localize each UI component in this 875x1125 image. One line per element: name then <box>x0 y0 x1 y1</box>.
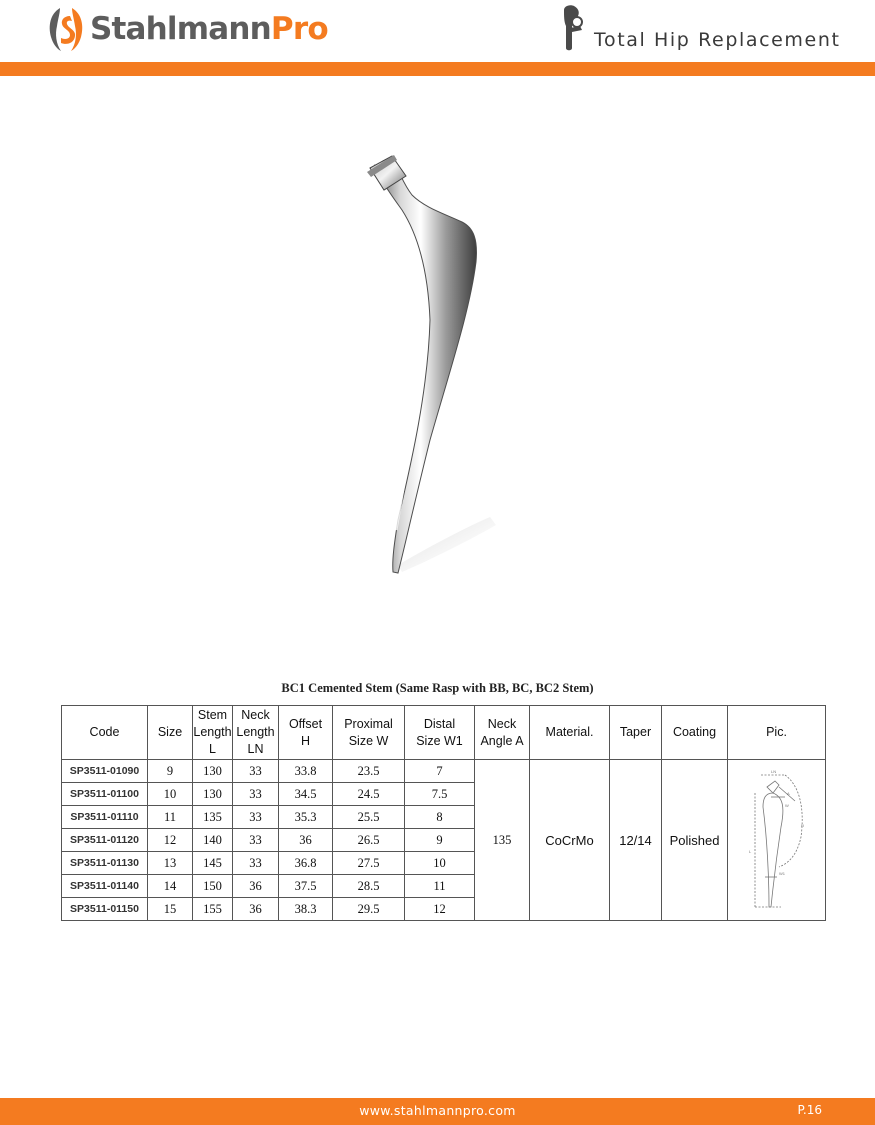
header-neck-length <box>233 706 279 760</box>
cell-size: 11 <box>148 806 193 829</box>
cell-proximal: 23.5 <box>333 760 405 783</box>
header-pic: Pic. <box>728 706 826 760</box>
page-footer <box>0 1098 875 1125</box>
header-neck-angle-line1: Neck <box>487 716 517 731</box>
svg-text:W: W <box>784 803 789 808</box>
cell-code: SP3511-01120 <box>62 829 148 852</box>
cell-proximal: 28.5 <box>333 875 405 898</box>
header-neck-angle <box>475 706 530 760</box>
cell-taper: 12/14 <box>610 760 662 921</box>
cell-code: SP3511-01110 <box>62 806 148 829</box>
svg-text:H: H <box>800 823 804 828</box>
cell-neck-length: 36 <box>233 875 279 898</box>
header-offset-line2: H <box>300 733 311 748</box>
svg-text:L: L <box>748 849 751 854</box>
cell-stem-length: 155 <box>193 898 233 921</box>
cell-material: CoCrMo <box>530 760 610 921</box>
cell-code: SP3511-01100 <box>62 783 148 806</box>
header-material: Material. <box>530 706 610 760</box>
table-row <box>62 760 826 783</box>
cell-neck-length: 36 <box>233 898 279 921</box>
header-code: Code <box>62 706 148 760</box>
header-neck-angle-line2: Angle A <box>480 733 524 748</box>
logo-mark-icon <box>48 4 84 54</box>
cell-offset: 37.5 <box>279 875 333 898</box>
cell-neck-length: 33 <box>233 760 279 783</box>
cell-offset: 36.8 <box>279 852 333 875</box>
cell-distal: 11 <box>405 875 475 898</box>
cell-distal: 8 <box>405 806 475 829</box>
cell-code: SP3511-01090 <box>62 760 148 783</box>
cell-size: 10 <box>148 783 193 806</box>
cell-offset: 38.3 <box>279 898 333 921</box>
cell-neck-length: 33 <box>233 852 279 875</box>
header-accent-bar <box>0 62 875 76</box>
cell-neck-length: 33 <box>233 806 279 829</box>
cell-offset: 36 <box>279 829 333 852</box>
cell-stem-length: 135 <box>193 806 233 829</box>
cell-distal: 9 <box>405 829 475 852</box>
cell-code: SP3511-01150 <box>62 898 148 921</box>
header-distal-size <box>405 706 475 760</box>
cell-proximal: 26.5 <box>333 829 405 852</box>
cell-offset: 34.5 <box>279 783 333 806</box>
header-stem-length-line2: Length <box>193 725 232 739</box>
cell-neck-angle: 135 <box>475 760 530 921</box>
header-coating: Coating <box>662 706 728 760</box>
cell-proximal: 25.5 <box>333 806 405 829</box>
header-size: Size <box>148 706 193 760</box>
cell-stem-length: 150 <box>193 875 233 898</box>
cell-proximal: 29.5 <box>333 898 405 921</box>
header-offset <box>279 706 333 760</box>
header-neck-length-line3: LN <box>247 742 264 756</box>
header-distal-line2: Size W1 <box>416 733 463 748</box>
table-title: BC1 Cemented Stem (Same Rasp with BB, BC, BC2 Stem) <box>281 681 594 695</box>
table-header-row <box>62 706 826 760</box>
header-offset-line1: Offset <box>288 716 323 731</box>
header-neck-length-line2: Length <box>236 725 275 739</box>
cemented-hip-stem-image <box>340 150 540 590</box>
svg-text:W1: W1 <box>778 871 785 876</box>
cell-coating: Polished <box>662 760 728 921</box>
cell-distal: 7 <box>405 760 475 783</box>
header-stem-length-line1: Stem <box>197 708 228 722</box>
header-proximal-line1: Proximal <box>344 716 393 731</box>
page-header <box>0 0 875 62</box>
header-neck-length-line1: Neck <box>241 708 270 722</box>
website-link[interactable]: www.stahlmannpro.com <box>359 1103 516 1118</box>
cell-stem-length: 130 <box>193 783 233 806</box>
cell-size: 14 <box>148 875 193 898</box>
cell-code: SP3511-01140 <box>62 875 148 898</box>
header-stem-length-line3: L <box>209 742 216 756</box>
hip-joint-icon <box>560 4 586 52</box>
cell-distal: 12 <box>405 898 475 921</box>
header-stem-length <box>193 706 233 760</box>
svg-text:A: A <box>786 791 790 796</box>
brand-suffix: Pro <box>270 11 328 47</box>
section-title: Total Hip Replacement <box>594 29 841 51</box>
cell-proximal: 27.5 <box>333 852 405 875</box>
cell-offset: 35.3 <box>279 806 333 829</box>
cell-offset: 33.8 <box>279 760 333 783</box>
cell-distal: 10 <box>405 852 475 875</box>
cell-code: SP3511-01130 <box>62 852 148 875</box>
brand-name: Stahlmann <box>90 11 271 47</box>
stahlmannpro-logo <box>48 4 328 54</box>
stem-dimension-drawing-icon <box>741 767 813 913</box>
cell-size: 15 <box>148 898 193 921</box>
cell-neck-length: 33 <box>233 783 279 806</box>
header-proximal-size <box>333 706 405 760</box>
cell-stem-length: 140 <box>193 829 233 852</box>
cell-neck-length: 33 <box>233 829 279 852</box>
page-number: P.16 <box>797 1103 822 1117</box>
cell-pic <box>728 760 826 921</box>
cell-stem-length: 130 <box>193 760 233 783</box>
header-distal-line1: Distal <box>423 716 456 731</box>
cell-size: 12 <box>148 829 193 852</box>
svg-text:LN: LN <box>770 769 776 774</box>
specification-table <box>61 705 826 921</box>
cell-size: 9 <box>148 760 193 783</box>
header-taper: Taper <box>610 706 662 760</box>
cell-distal: 7.5 <box>405 783 475 806</box>
header-proximal-line2: Size W <box>348 733 389 748</box>
cell-size: 13 <box>148 852 193 875</box>
cell-proximal: 24.5 <box>333 783 405 806</box>
cell-stem-length: 145 <box>193 852 233 875</box>
